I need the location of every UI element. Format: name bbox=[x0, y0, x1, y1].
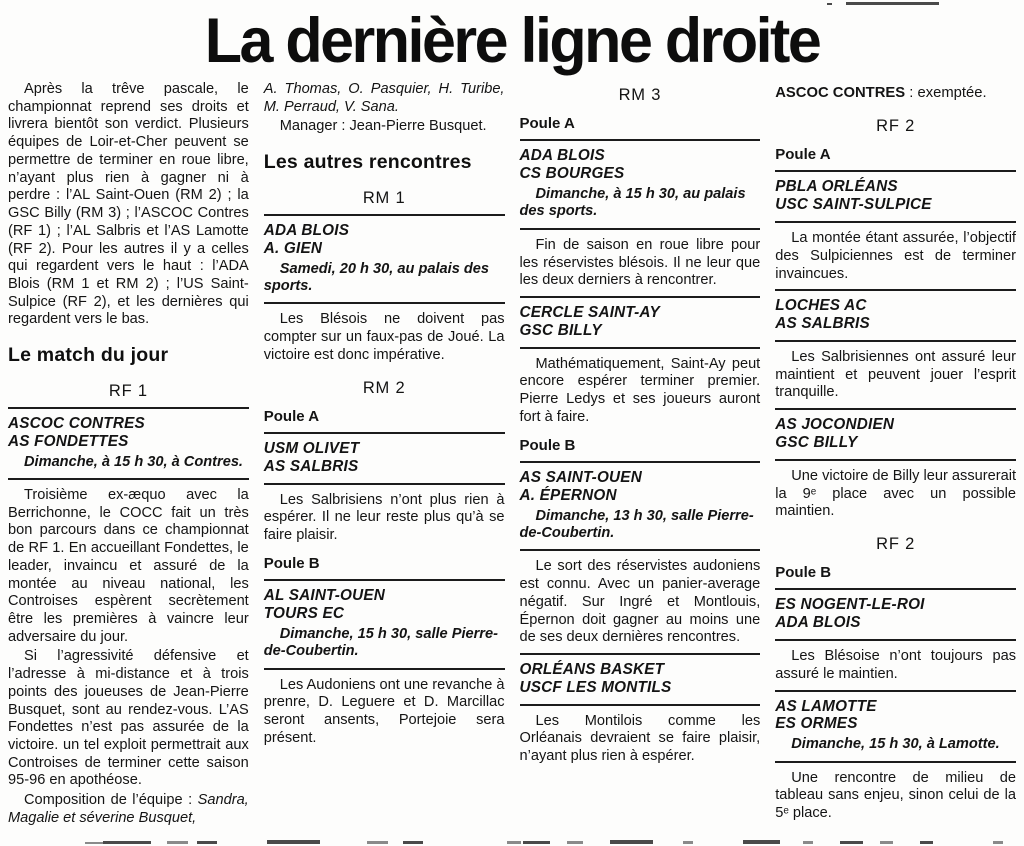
fixture-as-saint-ouen-a-epernon bbox=[520, 461, 761, 552]
exempt-team-name: ASCOC CONTRES bbox=[775, 85, 906, 102]
intro-paragraph: Après la trêve pascale, le championnat reprend ses droits et livrera bientôt son verdict. Plusieurs équipes de Loir-et-Cher peuvent se permettre de terminer en roue libre, n’ayant plus rien à gagner ni à perdre : l’AL Saint-Ouen (RM 2) ; la GSC Billy (RM 3) ; l’ASCOC Contres (RF 1) ; l’AL Salbris et l’AS Lamotte (RF 2). Pour les autres il y a celles qui regardent vers le haut : l’ADA Blois (RM 1 et RM 2) ; l’US Saint-Sulpice (RF 2), et les dernières qui regardent vers le bas. bbox=[8, 81, 249, 328]
composition-names: Sandra, Magalie et séverine Busquet, bbox=[8, 792, 249, 826]
scan-artifact bbox=[920, 841, 933, 844]
poule-b-label: Poule B bbox=[775, 564, 832, 582]
scan-artifact bbox=[803, 841, 813, 844]
fixture-usm-olivet-as-salbris bbox=[264, 432, 505, 485]
match-preview-paragraph: Troisième ex-æquo avec la Berrichonne, le COCC fait un très bon parcours dans ce championnat de RF 1. En accueillant Fondettes, le leader, invaincu et assuré de la montée au niveau national, les Controises espèrent secrètement être les premières à vaincre leur adversaire du jour. bbox=[8, 486, 249, 645]
home-team: ORLÉANS BASKET bbox=[519, 660, 665, 678]
section-heading-autres-rencontres: Les autres rencontres bbox=[263, 151, 472, 174]
fixture-comment: Une victoire de Billy leur assurerait la 9ᵉ place avec un possible maintien. bbox=[775, 467, 1016, 520]
home-team: ASCOC CONTRES bbox=[8, 414, 145, 432]
scan-artifact bbox=[840, 841, 863, 844]
fixture-comment: Les Blésois ne doivent pas compter sur un faux-pas de Joué. La victoire est donc impérative. bbox=[263, 311, 505, 363]
fixture-schedule: Dimanche, à 15 h 30, au palais des sports. bbox=[519, 186, 746, 220]
away-team: AS SALBRIS bbox=[263, 457, 359, 475]
away-team: USC SAINT-SULPICE bbox=[775, 196, 932, 214]
home-team: AS SAINT-OUEN bbox=[519, 468, 642, 486]
home-team: ADA BLOIS bbox=[519, 147, 605, 165]
home-team: CERCLE SAINT-AY bbox=[519, 303, 660, 321]
scan-artifact bbox=[103, 841, 151, 844]
away-team: AS FONDETTES bbox=[8, 432, 129, 450]
away-team: USCF LES MONTILS bbox=[519, 678, 672, 696]
poule-b-label: Poule B bbox=[263, 554, 320, 572]
away-team: ADA BLOIS bbox=[775, 614, 861, 632]
scan-artifact bbox=[993, 841, 1003, 844]
poule-a-label: Poule A bbox=[263, 407, 320, 425]
roster-continuation: A. Thomas, O. Pasquier, H. Turibe, M. Perraud, V. Sana. bbox=[263, 81, 505, 115]
away-team: AS SALBRIS bbox=[775, 315, 870, 333]
composition-label: Composition de l’équipe : bbox=[24, 792, 198, 809]
away-team: A. GIEN bbox=[263, 239, 323, 257]
poule-a-label: Poule A bbox=[519, 115, 575, 133]
home-team: USM OLIVET bbox=[263, 439, 360, 457]
home-team: ES NOGENT-LE-ROI bbox=[775, 596, 925, 614]
fixture-comment: Les Blésoise n’ont toujours pas assuré le maintien. bbox=[775, 648, 1016, 682]
fixture-ada-blois-a-gien bbox=[264, 214, 505, 305]
fixture-orleans-basket-uscf-les-montils bbox=[520, 653, 761, 706]
article-columns bbox=[0, 72, 1024, 830]
poule-b-label: Poule B bbox=[519, 436, 576, 454]
home-team: AL SAINT-OUEN bbox=[263, 587, 386, 605]
scan-artifact bbox=[85, 842, 103, 844]
team-composition-paragraph bbox=[8, 792, 249, 827]
fixture-comment: Les Salbrisiennes ont assuré leur maintient et peuvent jouer l’esprit tranquille. bbox=[775, 349, 1016, 401]
away-team: ES ORMES bbox=[775, 715, 858, 733]
scan-artifact bbox=[846, 2, 939, 5]
away-team: GSC BILLY bbox=[775, 434, 858, 452]
manager-line: Manager : Jean-Pierre Busquet. bbox=[279, 118, 487, 135]
page-title: La dernière ligne droite bbox=[204, 4, 820, 76]
division-label-rf2-poule-a: RF 2 bbox=[876, 117, 916, 136]
home-team: AS JOCONDIEN bbox=[775, 416, 895, 434]
fixture-ada-blois-cs-bourges bbox=[520, 139, 761, 230]
exempt-note bbox=[775, 85, 1016, 103]
division-label-rm1: RM 1 bbox=[362, 188, 406, 207]
fixture-comment: Le sort des réservistes audoniens est connu. Avec un panier-average négatif. Sur Ingré et Montlouis, Épernon doit gagner au moins une de ses deux dernières rencontres. bbox=[519, 558, 761, 646]
scan-artifact bbox=[743, 840, 780, 844]
scan-artifact bbox=[197, 841, 217, 844]
fixture-as-lamotte-es-ormes bbox=[775, 690, 1016, 763]
division-label-rf2-poule-b: RF 2 bbox=[876, 535, 916, 554]
fixture-as-jocondien-gsc-billy bbox=[775, 408, 1016, 461]
away-team: GSC BILLY bbox=[519, 321, 602, 339]
column-2 bbox=[264, 81, 505, 830]
masthead bbox=[0, 0, 1024, 76]
fixture-comment: Fin de saison en roue libre pour les réservistes blésois. Il ne leur que les deux derniers à rencontrer. bbox=[519, 236, 761, 289]
away-team: TOURS EC bbox=[263, 604, 345, 622]
column-1 bbox=[8, 81, 249, 830]
away-team: A. ÉPERNON bbox=[519, 486, 617, 504]
home-team: AS LAMOTTE bbox=[775, 697, 877, 715]
fixture-comment: Une rencontre de milieu de tableau sans enjeu, sinon celui de la 5ᵉ place. bbox=[775, 769, 1016, 822]
section-heading-match-du-jour: Le match du jour bbox=[8, 344, 169, 367]
exempt-text: : exemptée. bbox=[905, 85, 987, 102]
fixture-es-nogent-le-roi-ada-blois bbox=[775, 588, 1016, 641]
scan-artifact bbox=[507, 841, 521, 844]
fixture-loches-ac-as-salbris bbox=[775, 289, 1016, 342]
fixture-schedule: Samedi, 20 h 30, au palais des sports. bbox=[263, 260, 490, 295]
fixture-comment: Les Salbrisiens n’ont plus rien à espérer. Il ne leur reste plus qu’à se faire plaisir. bbox=[263, 491, 505, 544]
fixture-schedule: Dimanche, 15 h 30, salle Pierre-de-Coubertin. bbox=[263, 625, 498, 660]
scan-artifact bbox=[610, 840, 653, 844]
fixture-ascoc-contres-as-fondettes bbox=[8, 407, 249, 480]
poule-a-label: Poule A bbox=[775, 146, 831, 164]
scan-artifact bbox=[523, 841, 550, 844]
scan-artifact bbox=[367, 841, 388, 844]
fixture-cercle-saint-ay-gsc-billy bbox=[520, 296, 761, 349]
division-label-rf1: RF 1 bbox=[108, 381, 148, 400]
fixture-schedule: Dimanche, 15 h 30, à Lamotte. bbox=[791, 736, 1000, 753]
scan-artifact bbox=[403, 841, 423, 844]
match-preview-paragraph: Si l’agressivité défensive et l’adresse à mi-distance et à trois points des joueuses de Jean-Pierre Busquet, sont au rendez-vous. L’AS Fondettes n’est pas assurée de la victoire. un tel exploit permettrait aux Controises de terminer cette saison 95-96 en apothéose. bbox=[8, 648, 249, 789]
division-label-rm3: RM 3 bbox=[618, 86, 662, 105]
fixture-pbla-orleans-usc-saint-sulpice bbox=[775, 170, 1016, 223]
fixture-schedule: Dimanche, 13 h 30, salle Pierre-de-Coubertin. bbox=[519, 507, 754, 541]
home-team: LOCHES AC bbox=[775, 297, 867, 315]
fixture-comment: Les Montilois comme les Orléanais devraient se faire plaisir, n’ayant plus rien à espérer. bbox=[519, 712, 761, 765]
away-team: CS BOURGES bbox=[519, 165, 625, 183]
fixture-comment: Mathématiquement, Saint-Ay peut encore espérer terminer premier. Pierre Ledys et ses joueurs auront fort à faire. bbox=[519, 355, 761, 425]
fixture-comment: Les Audoniens ont une revanche à prenre, D. Leguere et D. Marcillac seront ansents, Portejoie sera présent. bbox=[263, 676, 505, 746]
division-label-rm2: RM 2 bbox=[362, 378, 406, 397]
fixture-comment: La montée étant assurée, l’objectif des Sulpiciennes est de terminer invaincues. bbox=[775, 230, 1016, 282]
scan-artifact bbox=[827, 3, 832, 5]
scan-artifact bbox=[267, 840, 320, 844]
column-4 bbox=[775, 81, 1016, 830]
home-team: PBLA ORLÉANS bbox=[775, 178, 898, 196]
fixture-schedule: Dimanche, à 15 h 30, à Contres. bbox=[24, 453, 243, 470]
home-team: ADA BLOIS bbox=[263, 221, 350, 239]
scan-artifact bbox=[683, 841, 693, 844]
column-3 bbox=[520, 81, 761, 830]
scan-artifact bbox=[167, 841, 188, 844]
scan-artifact bbox=[567, 841, 583, 844]
fixture-al-saint-ouen-tours-ec bbox=[264, 579, 505, 670]
scan-artifact bbox=[880, 841, 893, 844]
